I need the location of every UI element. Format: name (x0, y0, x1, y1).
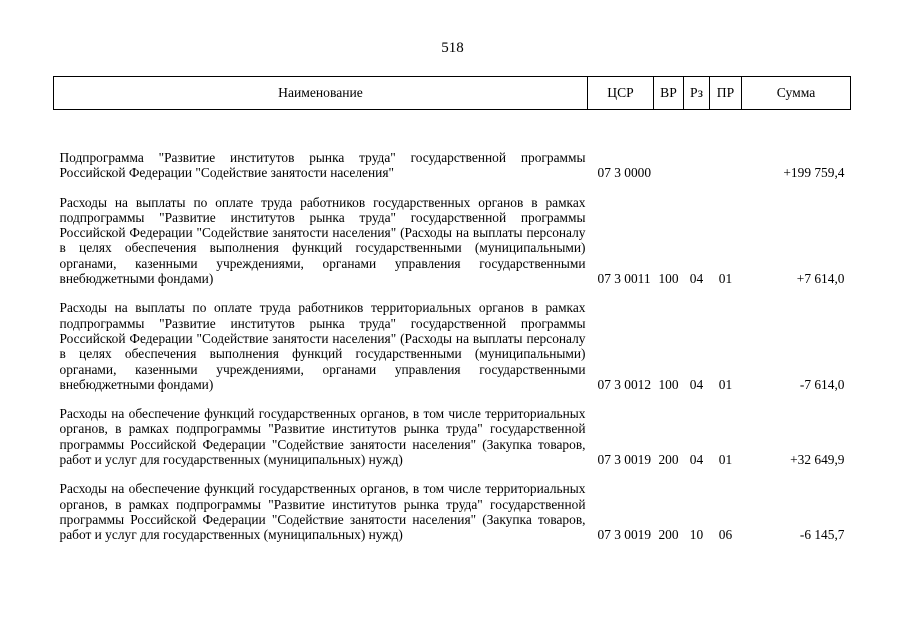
row-spacer (54, 286, 851, 300)
row-name: Расходы на выплаты по оплате труда работников государственных органов в рамках подпрограммы "Развитие институтов рынка труда" государственной программы Российской Федерации "Содействие занятости населения" (Расходы на выплаты персоналу в целях обеспечения выполнения функций государственными (муниципальными) органами, казенными учреждениями, органами управления государственными внебюджетными фондами) (59, 194, 586, 287)
row-csr: 07 3 0011 (597, 271, 651, 287)
row-spacer (54, 467, 851, 481)
row-vr: 200 (658, 452, 679, 468)
header-rz: Рз (684, 77, 710, 110)
row-sum: -6 145,7 (799, 527, 845, 543)
row-csr: 07 3 0000 (597, 165, 652, 181)
row-rz: 04 (689, 376, 704, 392)
row-name: Расходы на обеспечение функций государственных органов, в том числе территориальных органов, в рамках подпрограммы "Развитие институтов рынка труда" государственной программы Российской Федерации "Содействие занятости населения" (Закупка товаров, работ и услуг для государственных (муниципальных) нужд) (59, 481, 586, 543)
row-rz: 04 (689, 271, 704, 287)
table-header (54, 77, 851, 110)
row-rz: 04 (689, 452, 704, 468)
row-sum: +7 614,0 (796, 271, 845, 287)
row-csr: 07 3 0019 (597, 452, 652, 468)
row-rz (684, 110, 710, 181)
budget-table (53, 76, 851, 543)
row-vr: 100 (658, 376, 679, 392)
header-pr: ПР (710, 77, 742, 110)
row-vr: 200 (658, 527, 679, 543)
row-csr: 07 3 0012 (597, 376, 652, 392)
row-vr (654, 110, 684, 181)
row-rz: 10 (689, 527, 704, 543)
row-pr: 01 (718, 452, 733, 468)
table-row (54, 300, 851, 392)
header-row (54, 77, 851, 110)
row-sum: -7 614,0 (799, 376, 845, 392)
header-vr: ВР (654, 77, 684, 110)
row-name: Расходы на выплаты по оплате труда работников территориальных органов в рамках подпрограммы "Развитие институтов рынка труда" государственной программы Российской Федерации "Содействие занятости населения" (Расходы на выплаты персоналу в целях обеспечения выполнения функций государственными (муниципальными) органами, казенными учреждениями, органами управления государственными внебюджетными фондами) (59, 300, 586, 392)
header-csr: ЦСР (588, 77, 654, 110)
table-row (54, 481, 851, 542)
row-vr: 100 (658, 271, 679, 287)
header-sum: Сумма (742, 77, 851, 110)
row-spacer (54, 181, 851, 195)
table-row (54, 195, 851, 287)
table-row (54, 406, 851, 467)
row-name: Подпрограмма "Развитие институтов рынка труда" государственной программы Российской Федерации "Содействие занятости населения" (59, 150, 586, 181)
row-pr: 01 (718, 376, 733, 392)
table-body (54, 110, 851, 543)
row-csr: 07 3 0019 (597, 527, 652, 543)
row-sum: +199 759,4 (783, 165, 845, 181)
page-number: 518 (441, 40, 464, 56)
row-spacer (54, 392, 851, 406)
header-name: Наименование (54, 77, 588, 110)
table-row (54, 110, 851, 181)
row-name: Расходы на обеспечение функций государственных органов, в том числе территориальных органов, в рамках подпрограммы "Развитие институтов рынка труда" государственной программы Российской Федерации "Содействие занятости населения" (Закупка товаров, работ и услуг для государственных (муниципальных) нужд) (59, 406, 586, 468)
row-pr: 01 (718, 271, 733, 287)
row-pr (710, 110, 742, 181)
row-sum: +32 649,9 (790, 452, 845, 468)
row-pr: 06 (718, 527, 733, 543)
